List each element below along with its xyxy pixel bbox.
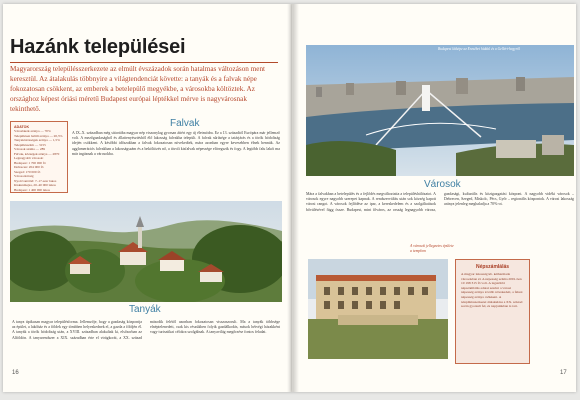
page-number-right: 17 (560, 370, 567, 376)
tanyak-text: A tanya tipikusan magyar településforma. Jellemzője, hogy a gazdaság központja az épület, a lakóház és a földek egy tömbben helyezkednek el, a gazda a földjén él. A tanyák a török hódoltság után, a XVIII. században alakultak ki, elsősorban az Alföldön. A tanyarendszer a XIX. században érte el virágkorát, a XX. század második felétől azonban fokozatosan visszaszorult. Ma a tanyák többsége elnéptelenedett, csak kis részükben folyik gazdálkodás, mások hétvégi házakként vagy turisztikai célokra szolgálnak. A tanyavilág megőrzése fontos feladat. (12, 320, 280, 340)
infobox-row: Városok száma — 289 (14, 147, 45, 151)
section-title-falvak: Falvak (170, 118, 200, 129)
section-title-tanyak: Tanyák (129, 304, 161, 315)
village-illustration (10, 201, 282, 302)
section-title-varosok: Városok (424, 179, 461, 190)
infobox-row: Budapest: 1 700 000 fő (14, 160, 46, 165)
intro-paragraph: Magyarország településszerkezete az elmúlt évszázadok során hatalmas változáson ment keresztül. Az átalakulás többnyire a világtendenciát követte: a tanyák és a falvak népe fokozatosan csökkent, az emberek a betelepülő megyékbe, a városokba költöztek. Az országhoz képest óriási méretű Budapest európai léptékkel mérve is nagyvárosnak tekinthető. (10, 65, 266, 113)
notebox-text: A magyar lakosság kb. kétharmada városokban él. A népesség száma 2001-ben 10 198 315 fő volt. A legutóbbi népszámlálás adatai szerint a városi népesség aránya tovább növekedett, a falusi népesség aránya csökkent. A településszerkezet átalakulása a XX. század során gyorsult fel, és napjainkban is tart. (461, 272, 523, 309)
village-photo (10, 201, 282, 302)
infobox-row: Tanyaközösségek aránya — 1,5% (14, 138, 60, 142)
title-divider (10, 62, 278, 63)
castle-photo (308, 259, 448, 359)
infobox-row: Településszám — 3155 (14, 142, 46, 147)
infobox-row: Városodottság (14, 174, 34, 178)
infobox-row: Debrecen: 204 000 fő (14, 165, 44, 169)
infobox-row: Városlakók aránya — 70% (14, 129, 51, 133)
infobox-row: Falvak, községek aránya — 2870 (14, 151, 60, 156)
page-title: Hazánk települései (10, 36, 186, 58)
page-number-left: 16 (12, 370, 19, 376)
book-gutter (287, 4, 299, 392)
infobox-row: Nyolcvanötöd: 7–17 ezer lakos (14, 178, 57, 183)
varosok-text: Mára a falvakban a betelepülés és a fejlődés megváltoztatta a településhálózatot. A városok egyre nagyobb szerepet kapnak. A rendszerváltás után sok község kapott városi rangot. A városok fejlődése az ipar, a kereskedelem és a szolgáltatások bővülésével függ össze. Budapest, mint főváros, az ország legnagyobb városa, gazdasági, kulturális és közigazgatási központ. A nagyobb vidéki városok – Debrecen, Szeged, Miskolc, Pécs, Győr – regionális központok. A városi lakosság aránya jelenleg meghaladja a 70%-ot. (306, 192, 574, 212)
budapest-cityscape (306, 45, 574, 176)
infobox-row: Kiskunmajsa, 20–40 000 lakos (14, 183, 56, 187)
budapest-photo-caption: Budapest látképe az Erzsébet híddal és a Gellért-hegyről (438, 47, 520, 51)
infobox-row: Legnagyobb városok: (14, 156, 44, 160)
notebox-heading: Népszámlálás (475, 264, 510, 270)
castle-photo-caption: A városok jellegzetes épülete a templom (410, 244, 454, 253)
infobox-heading: ADATOK (14, 125, 30, 129)
infobox-row: Szeged: 170 000 fő (14, 169, 41, 174)
infobox-row: Településen belüli aránya — 20,3% (14, 133, 63, 138)
infobox-row: Budapest: 1 400 000 lakos (14, 187, 50, 192)
falvak-text: A IX–X. században még sátortába magyar nép viszonylag gyorsan áttért egy új életmódra. Ez a 13. századtól Európára már jellemző volt. A mezőgazdaságból és állattenyésztésből élő lakosság falvakba települt. A falvak sűrűsége a tatárjárás és a török hódoltság idején csökkent. A későbbi időszakban a falvak fokozatosan növekedtek, mára azonban egyre kevesebben élnek bennük. Az agglomerációs falvakban a lakosságszám és a beköltözés nő, a távoli kisfalvak népessége elöregszik és fogy. A legtöbb falu lakói ma már ingáznak a városokba. (72, 131, 280, 156)
budapest-photo (306, 45, 574, 176)
data-infobox (10, 121, 68, 193)
census-notebox (455, 259, 530, 364)
castle-illustration (308, 259, 448, 359)
